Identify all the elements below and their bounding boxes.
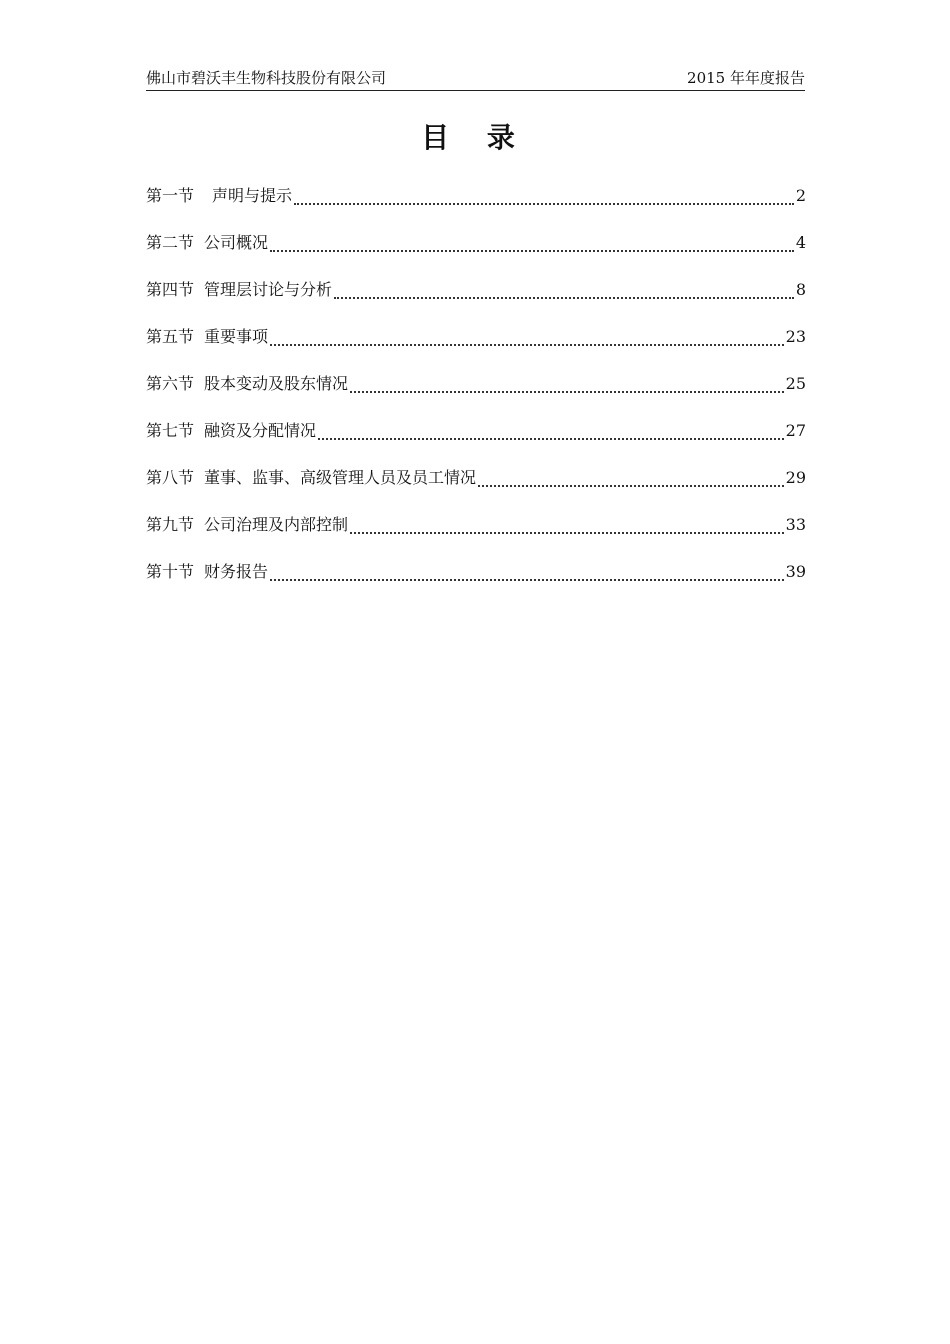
toc-dot-leader: [270, 232, 794, 252]
table-of-contents: [146, 182, 806, 605]
toc-section-number: 第四节: [146, 280, 195, 299]
toc-page-number: 27: [785, 421, 806, 440]
toc-dot-leader: [478, 467, 784, 487]
toc-entry-title: 公司概况: [204, 233, 269, 252]
toc-entry[interactable]: [146, 417, 806, 464]
toc-page-number: 39: [785, 562, 806, 581]
toc-dot-leader: [334, 279, 794, 299]
toc-entry[interactable]: [146, 229, 806, 276]
toc-page-number: 29: [785, 468, 806, 487]
toc-entry-title: 财务报告: [204, 562, 269, 581]
toc-entry-title: 公司治理及内部控制: [204, 515, 349, 534]
contents-title: 目 录: [421, 121, 529, 154]
toc-page-number: 8: [795, 280, 806, 299]
running-header: [146, 70, 805, 91]
toc-page-number: 4: [795, 233, 806, 252]
toc-page-number: 33: [785, 515, 806, 534]
toc-entry-title: 股本变动及股东情况: [204, 374, 349, 393]
toc-dot-leader: [294, 185, 794, 205]
toc-dot-leader: [318, 420, 784, 440]
toc-section-number: 第六节: [146, 374, 195, 393]
toc-page-number: 23: [785, 327, 806, 346]
toc-entry[interactable]: [146, 511, 806, 558]
toc-section-number: 第七节: [146, 421, 195, 440]
toc-section-number: 第五节: [146, 327, 195, 346]
toc-entry-title: 董事、监事、高级管理人员及员工情况: [204, 468, 477, 487]
toc-dot-leader: [350, 373, 784, 393]
toc-dot-leader: [350, 514, 784, 534]
toc-dot-leader: [270, 561, 784, 581]
toc-entry-title: 管理层讨论与分析: [204, 280, 333, 299]
toc-page-number: 2: [795, 186, 806, 205]
toc-section-number: 第十节: [146, 562, 195, 581]
company-name: 佛山市碧沃丰生物科技股份有限公司: [146, 69, 387, 87]
toc-entry-title: 声明与提示: [212, 186, 293, 205]
toc-section-number: 第九节: [146, 515, 195, 534]
toc-entry[interactable]: [146, 276, 806, 323]
toc-page-number: 25: [785, 374, 806, 393]
toc-dot-leader: [270, 326, 784, 346]
toc-section-number: 第八节: [146, 468, 195, 487]
report-year: 2015 年年度报告: [687, 69, 805, 87]
toc-entry-title: 融资及分配情况: [204, 421, 317, 440]
toc-entry[interactable]: [146, 558, 806, 605]
toc-entry[interactable]: [146, 323, 806, 370]
toc-section-number: 第二节: [146, 233, 195, 252]
toc-section-number: 第一节: [146, 186, 195, 205]
toc-entry[interactable]: [146, 464, 806, 511]
toc-entry[interactable]: [146, 370, 806, 417]
toc-entry[interactable]: [146, 182, 806, 229]
toc-entry-title: 重要事项: [204, 327, 269, 346]
